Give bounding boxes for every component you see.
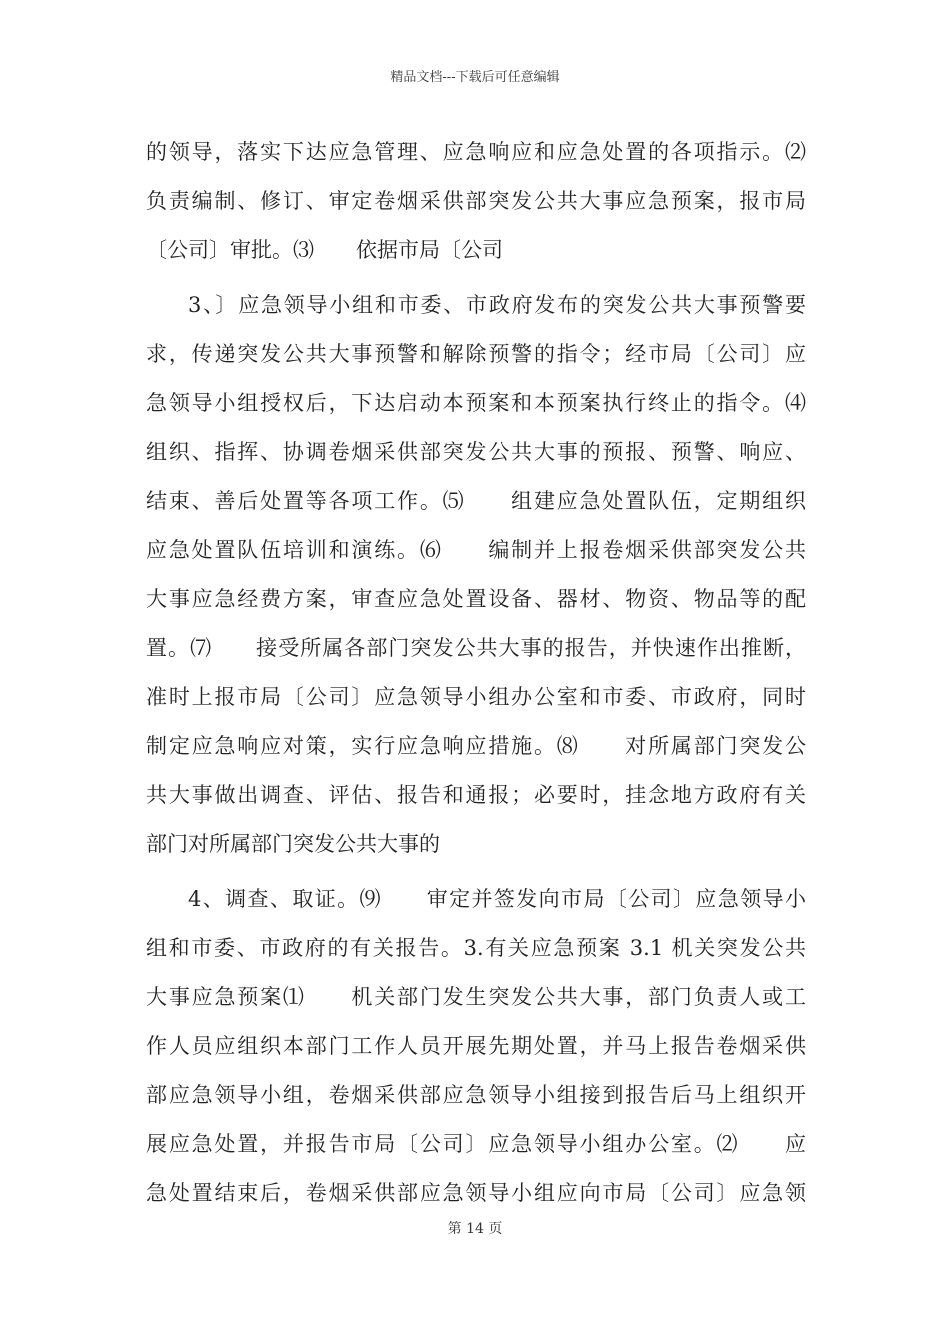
text-line: 展应急处置，并报告市局〔公司〕应急领导小组办公室。⑵ 应 [146, 1132, 806, 1156]
text-line: 急领导小组授权后，下达启动本预案和本预案执行终止的指令。⑷ [146, 391, 806, 415]
paragraph [146, 875, 806, 1218]
text-line: 部应急领导小组，卷烟采供部应急领导小组接到报告后马上组织开 [146, 1083, 806, 1107]
paragraph [146, 281, 806, 869]
text-line: 置。⑺ 接受所属各部门突发公共大事的报告，并快速作出推断， [146, 636, 806, 660]
text-line: 3、〕应急领导小组和市委、市政府发布的突发公共大事预警要 [188, 293, 806, 317]
text-line: 作人员应组织本部门工作人员开展先期处置，并马上报告卷烟采供 [146, 1034, 806, 1058]
text-line: 组和市委、市政府的有关报告。3.有关应急预案 3.1 机关突发公共 [146, 936, 806, 960]
text-line: 应急处置队伍培训和演练。⑹ 编制并上报卷烟采供部突发公共 [146, 538, 806, 562]
text-line: 的领导，落实下达应急管理、应急响应和应急处置的各项指示。⑵ [146, 140, 806, 164]
text-line: 负责编制、修订、审定卷烟采供部突发公共大事应急预案，报市局 [146, 189, 806, 213]
text-line: 急处置结束后，卷烟采供部应急领导小组应向市局〔公司〕应急领 [146, 1181, 806, 1205]
text-line: 组织、指挥、协调卷烟采供部突发公共大事的预报、预警、响应、 [146, 440, 806, 464]
text-line: 结束、善后处置等各项工作。⑸ 组建应急处置队伍，定期组织 [146, 489, 806, 513]
text-line: 制定应急响应对策，实行应急响应措施。⑻ 对所属部门突发公 [146, 734, 806, 758]
text-line: 共大事做出调查、评估、报告和通报；必要时，挂念地方政府有关 [146, 783, 806, 807]
text-line: 部门对所属部门突发公共大事的 [146, 832, 440, 856]
text-line: 大事应急预案⑴ 机关部门发生突发公共大事，部门负责人或工 [146, 985, 806, 1009]
text-line: 4、调查、取证。⑼ 审定并签发向市局〔公司〕应急领导小 [188, 887, 806, 911]
page-number: 第 14 页 [447, 1221, 503, 1237]
paragraph [146, 128, 806, 275]
document-body [146, 128, 806, 1218]
text-line: 〔公司〕审批。⑶ 依据市局〔公司 [146, 238, 503, 262]
text-line: 大事应急经费方案，审查应急处置设备、器材、物资、物品等的配 [146, 587, 806, 611]
text-line: 准时上报市局〔公司〕应急领导小组办公室和市委、市政府，同时 [146, 685, 806, 709]
text-line: 求，传递突发公共大事预警和解除预警的指令；经市局〔公司〕应 [146, 342, 806, 366]
page-header: 精品文档---下载后可任意编辑 [390, 70, 560, 85]
